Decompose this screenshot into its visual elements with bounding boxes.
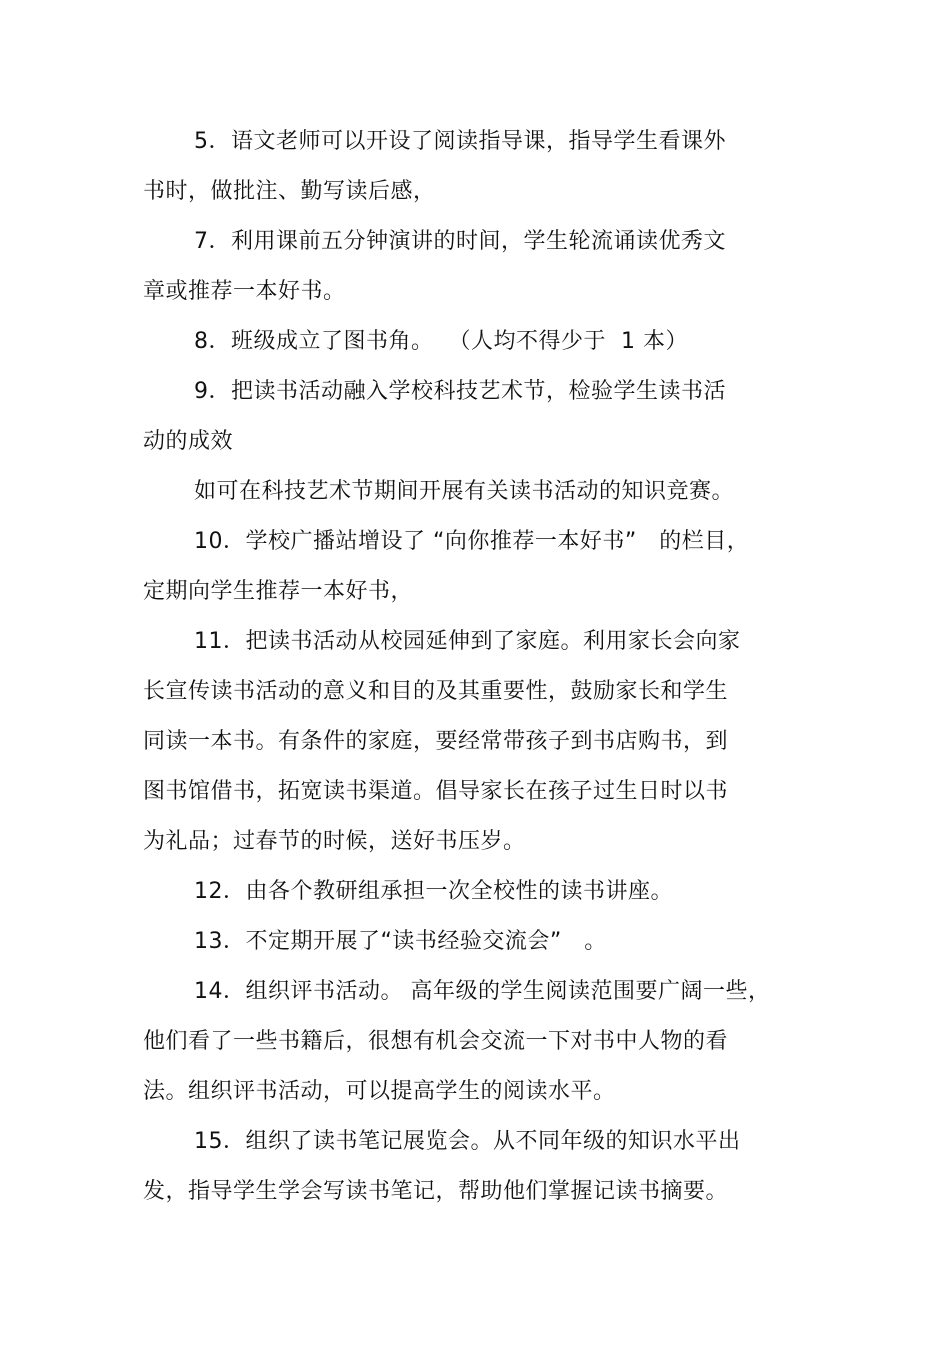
text-line-item-11-start: 11．把读书活动从校园延伸到了家庭。利用家长会向家 — [194, 629, 741, 654]
text-line-item-10-start: 10．学校广播站增设了 “向你推荐一本好书” 的栏目， — [194, 529, 750, 554]
text-line-item-14-cont: 他们看了一些书籍后，很想有机会交流一下对书中人物的看 — [143, 1029, 729, 1054]
text-line-item-9-start: 9．把读书活动融入学校科技艺术节，检验学生读书活 — [194, 379, 726, 404]
text-line-item-9-example: 如可在科技艺术节期间开展有关读书活动的知识竞赛。 — [194, 479, 735, 504]
text-line-item-10-end: 定期向学生推荐一本好书， — [143, 579, 414, 604]
text-line-item-5-start: 5．语文老师可以开设了阅读指导课，指导学生看课外 — [194, 129, 726, 154]
text-line-item-12: 12．由各个教研组承担一次全校性的读书讲座。 — [194, 879, 673, 904]
text-line-item-15-start: 15．组织了读书笔记展览会。从不同年级的知识水平出 — [194, 1129, 741, 1154]
text-line-item-15-end: 发，指导学生学会写读书笔记，帮助他们掌握记读书摘要。 — [143, 1179, 729, 1204]
text-line-item-7-end: 章或推荐一本好书。 — [143, 279, 346, 304]
text-line-item-9-end: 动的成效 — [143, 429, 234, 454]
text-line-item-14-start: 14．组织评书活动。 高年级的学生阅读范围要广阔一些， — [194, 979, 771, 1004]
text-line-item-5-end: 书时，做批注、勤写读后感， — [143, 179, 436, 204]
text-line-item-14-end: 法。组织评书活动，可以提高学生的阅读水平。 — [143, 1079, 616, 1104]
text-line-item-7-start: 7．利用课前五分钟演讲的时间，学生轮流诵读优秀文 — [194, 229, 726, 254]
text-line-item-8: 8．班级成立了图书角。 （人均不得少于 1 本） — [194, 329, 688, 354]
text-line-item-11-end: 为礼品；过春节的时候，送好书压岁。 — [143, 829, 526, 854]
text-line-item-11-cont-2: 同读一本书。有条件的家庭，要经常带孩子到书店购书，到 — [143, 729, 729, 754]
text-line-item-11-cont-1: 长宣传读书活动的意义和目的及其重要性，鼓励家长和学生 — [143, 679, 729, 704]
text-line-item-13: 13．不定期开展了“读书经验交流会” 。 — [194, 929, 607, 954]
text-line-item-11-cont-3: 图书馆借书，拓宽读书渠道。倡导家长在孩子过生日时以书 — [143, 779, 729, 804]
